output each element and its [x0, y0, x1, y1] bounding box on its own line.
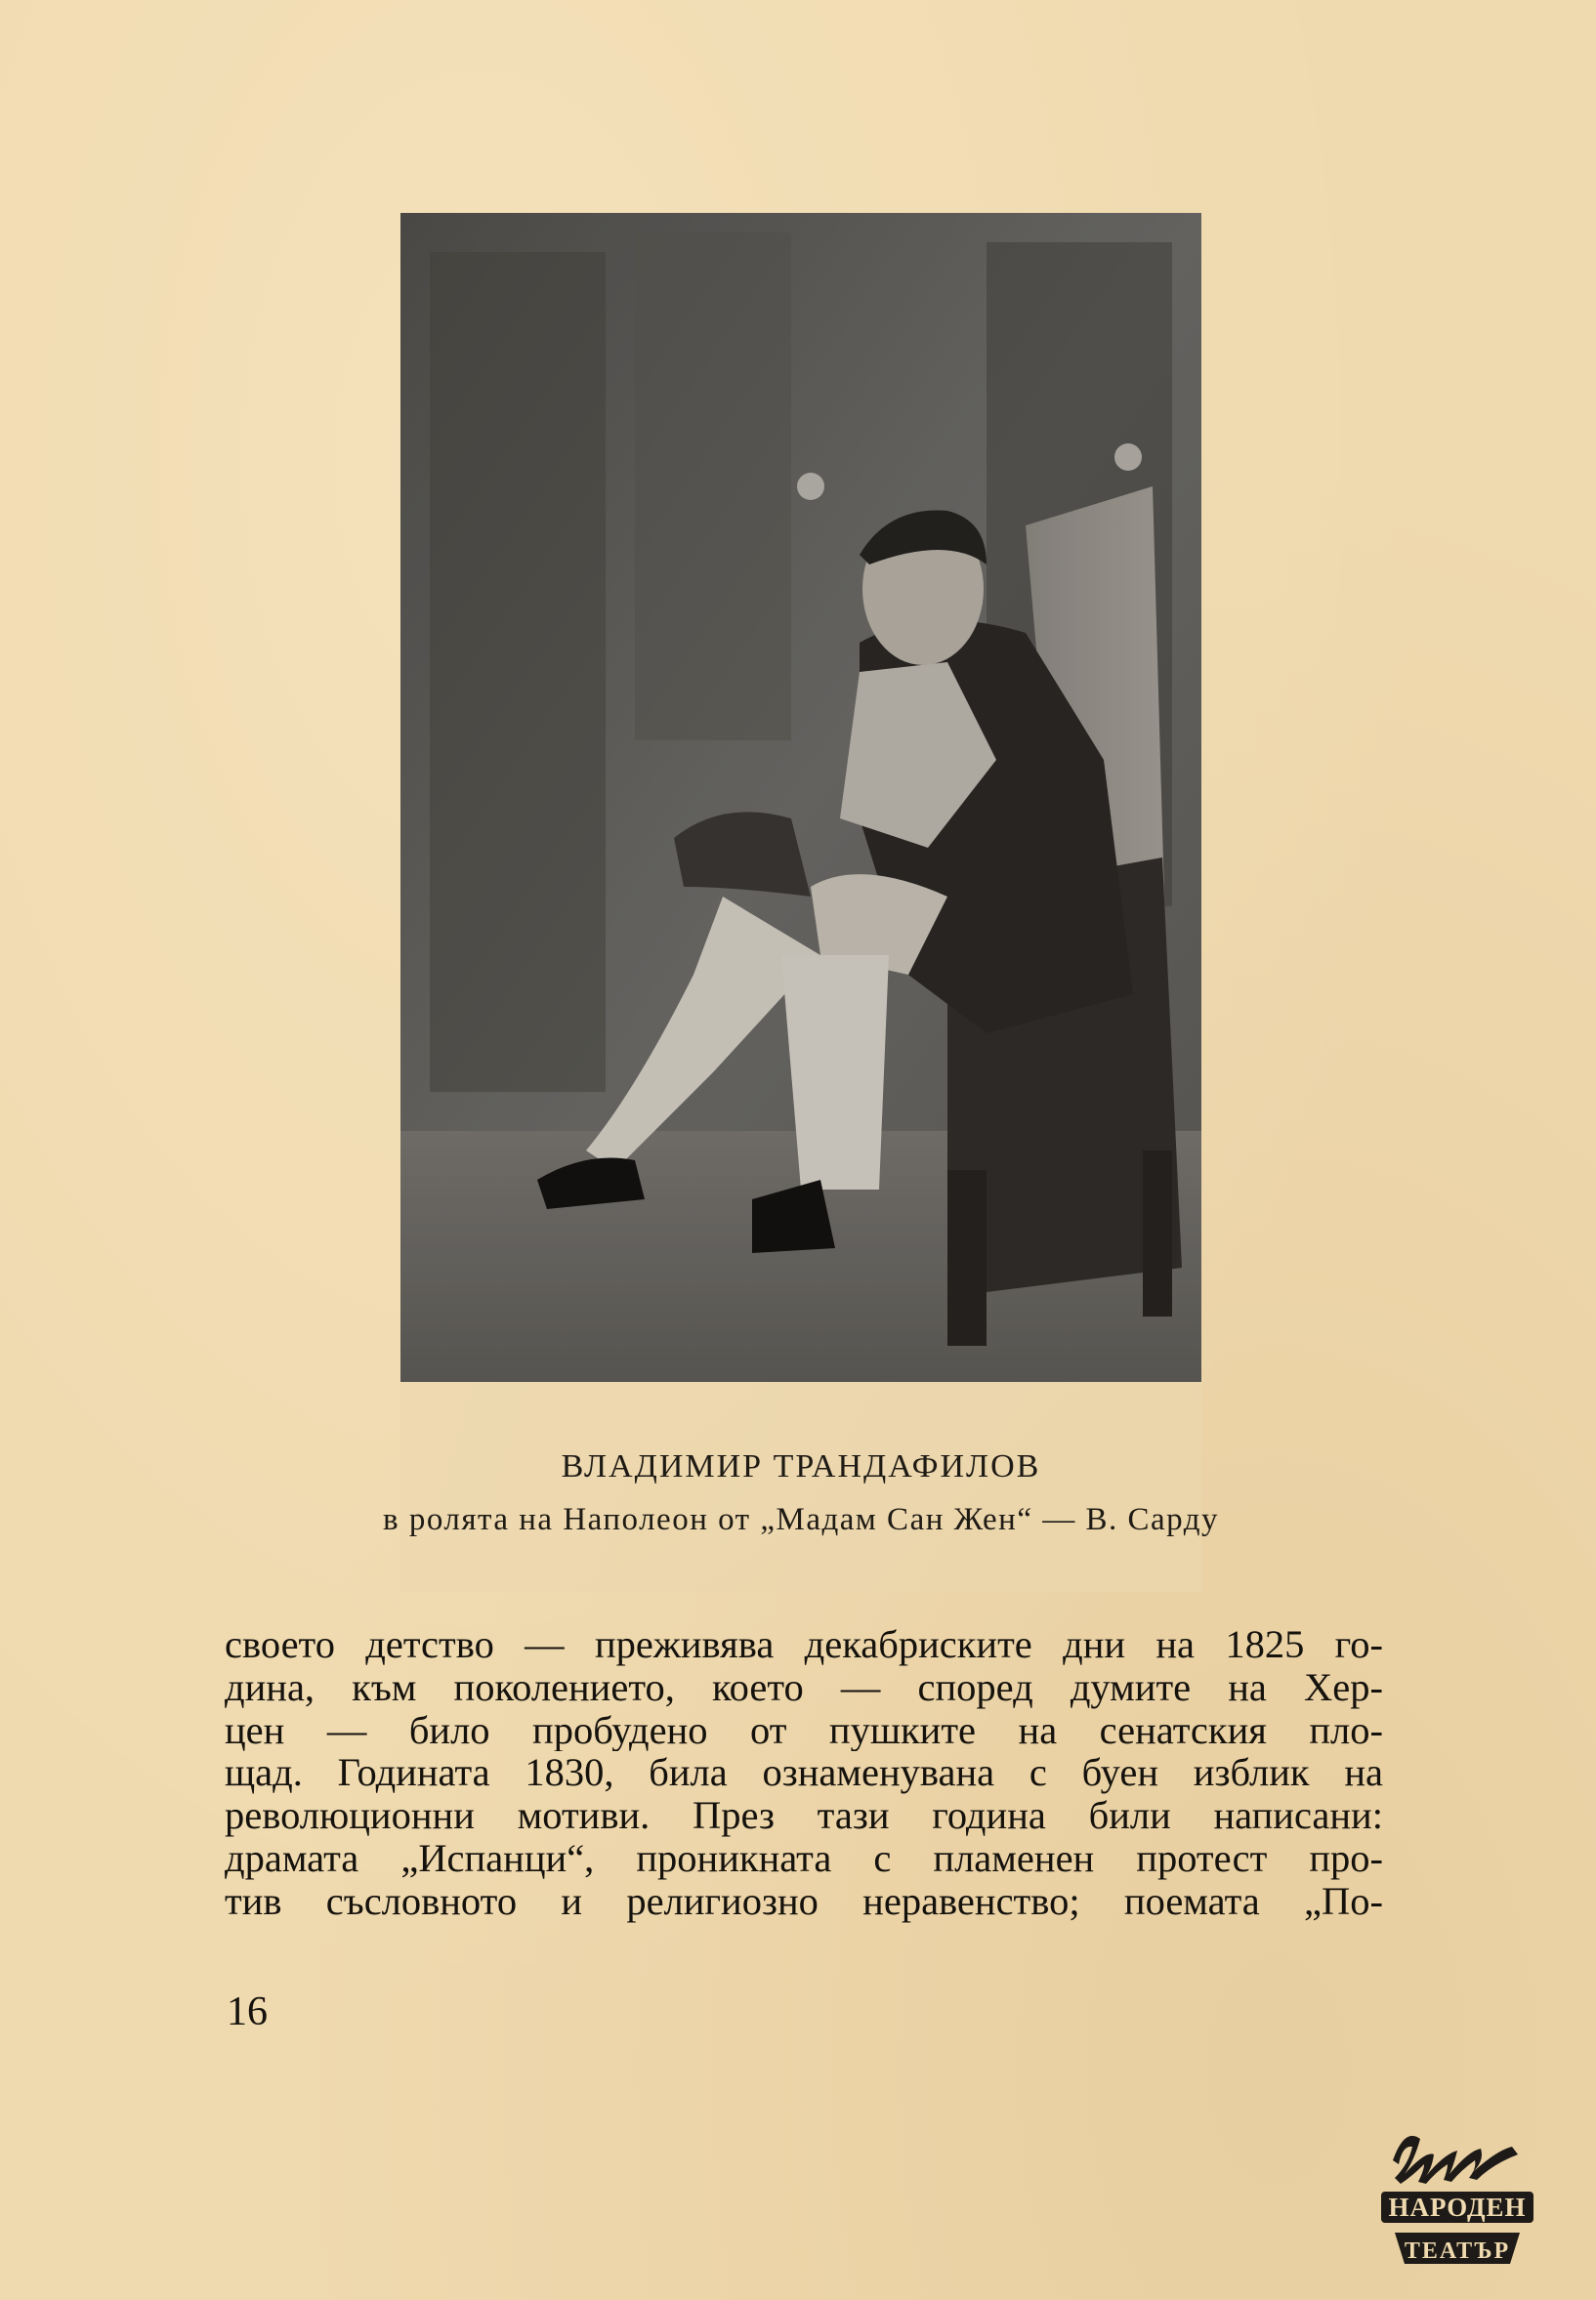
caption-role: в ролята на Наполеон от „Мадам Сан Жен“ — В. Сарду [383, 1502, 1219, 1537]
body-line: дина, към поколението, което — според думите на Хер- [225, 1665, 1383, 1709]
page-number: 16 [227, 1989, 268, 2034]
portrait-photo-icon [400, 213, 1201, 1382]
caption-name: ВЛАДИМИР ТРАНДАФИЛОВ [561, 1448, 1041, 1485]
photo-caption-backing [400, 1382, 1201, 1592]
body-line: тив съсловното и религиозно неравенство; поемата „По- [225, 1879, 1383, 1923]
body-line: цен — било пробудено от пушките на сенатския пло- [225, 1708, 1383, 1752]
body-line: своето детство — преживява декабриските дни на 1825 го- [225, 1623, 1383, 1666]
body-paragraph [225, 1623, 1383, 1923]
body-line: революционни мотиви. През тази година били написани: [225, 1794, 1383, 1837]
body-line: щад. Годината 1830, била ознаменувана с буен изблик на [225, 1751, 1383, 1795]
svg-text:ТЕАТЪР: ТЕАТЪР [1404, 2238, 1511, 2264]
svg-text:НАРОДЕН: НАРОДЕН [1388, 2193, 1527, 2222]
national-theatre-logo-icon [1375, 2121, 1539, 2268]
body-line: драмата „Испанци“, проникната с пламенен протест про- [225, 1836, 1383, 1880]
portrait-photo [400, 213, 1201, 1382]
